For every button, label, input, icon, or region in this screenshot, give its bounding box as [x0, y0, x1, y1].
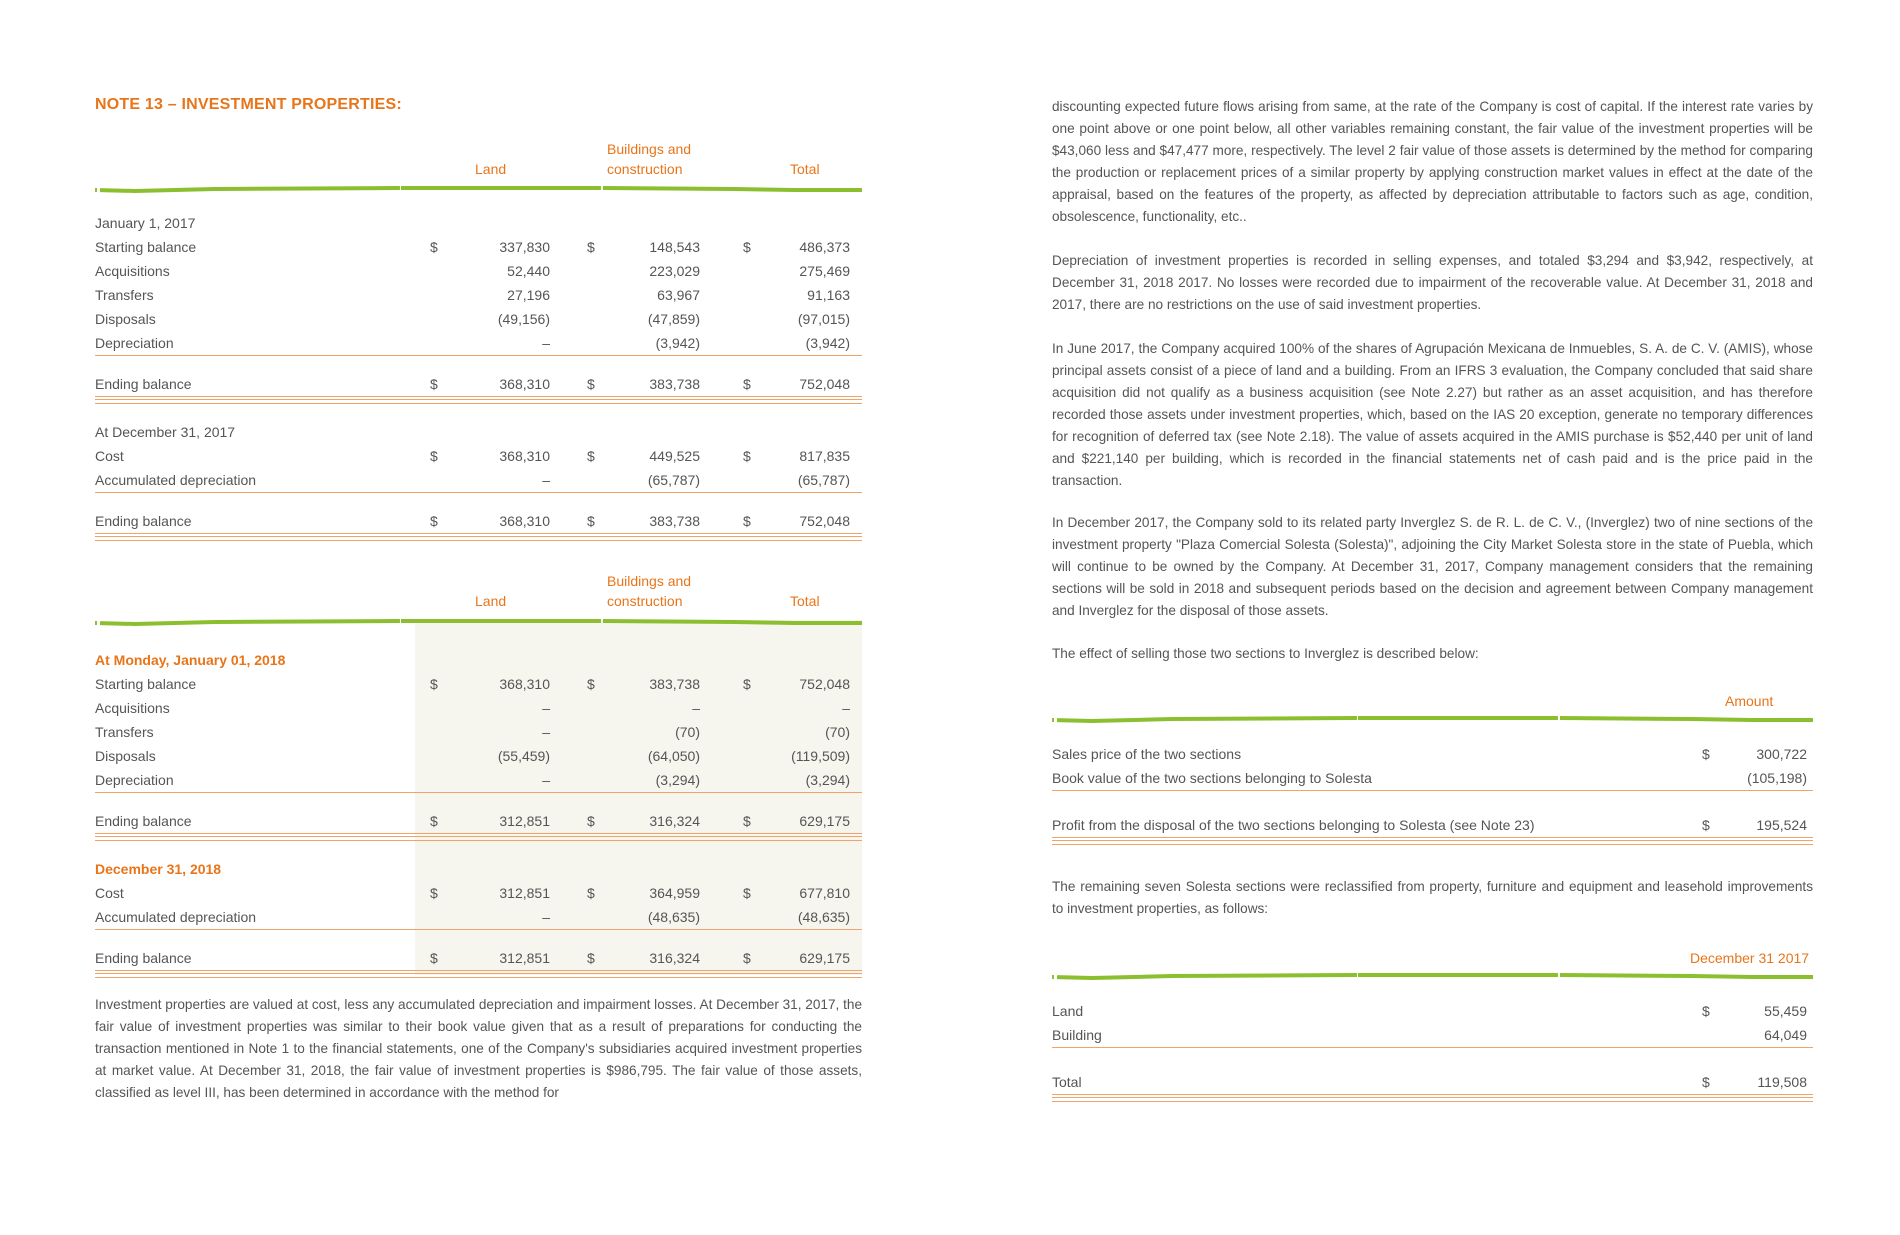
header-buildings-line1: Buildings and — [607, 141, 692, 157]
currency-symbol: $ — [743, 376, 751, 392]
header-land: Land — [475, 161, 507, 177]
paragraph-6: The remaining seven Solesta sections were reclassified from property, furniture and equipment and leasehold improvements to investment properties, as follows: — [1052, 879, 1813, 916]
amount-value: (105,198) — [1747, 770, 1807, 786]
brush-divider — [95, 619, 862, 627]
amount-value: 64,049 — [1764, 1027, 1807, 1043]
currency-symbol: $ — [430, 376, 438, 392]
brush-divider — [1052, 973, 1813, 981]
buildings-value: 316,324 — [649, 813, 700, 829]
row-label: Ending balance — [95, 376, 192, 392]
row-label: Starting balance — [95, 676, 197, 692]
double-underline — [95, 836, 862, 841]
currency-symbol: $ — [430, 676, 438, 692]
total-value: 486,373 — [799, 239, 850, 255]
row-label: Profit from the disposal of the two sections belonging to Solesta (see Note 23) — [1052, 817, 1535, 833]
double-underline — [95, 973, 862, 978]
table-row — [95, 723, 862, 741]
row-label: Land — [1052, 1003, 1084, 1019]
land-value: (55,459) — [497, 748, 550, 764]
land-value: 312,851 — [499, 813, 550, 829]
currency-symbol: $ — [743, 513, 751, 529]
row-label: Book value of the two sections belonging to Solesta — [1052, 770, 1372, 786]
currency-symbol: $ — [430, 885, 438, 901]
row-label: Transfers — [95, 287, 154, 303]
currency-symbol: $ — [1702, 1074, 1710, 1090]
table-row — [95, 375, 862, 393]
total-value: (119,509) — [791, 748, 850, 764]
amount-value: 195,524 — [1756, 817, 1807, 833]
land-value: 368,310 — [499, 376, 550, 392]
land-value: – — [542, 909, 550, 925]
land-value: (49,156) — [497, 311, 550, 327]
land-value: 337,830 — [499, 239, 550, 255]
buildings-value: – — [692, 700, 700, 716]
row-label: Accumulated depreciation — [95, 472, 257, 488]
header-buildings-line2: construction — [607, 593, 683, 609]
row-divider — [95, 970, 862, 971]
row-divider — [1052, 1094, 1813, 1095]
double-underline — [1052, 1097, 1813, 1102]
land-value: – — [542, 772, 550, 788]
land-value: – — [542, 724, 550, 740]
table-row — [95, 310, 862, 328]
row-divider — [1052, 1047, 1813, 1048]
total-value: (65,787) — [797, 472, 850, 488]
currency-symbol: $ — [430, 950, 438, 966]
double-underline — [95, 536, 862, 541]
row-label: Transfers — [95, 724, 154, 740]
total-value: – — [842, 700, 850, 716]
total-value: 275,469 — [799, 263, 850, 279]
land-value: – — [542, 700, 550, 716]
land-value: – — [542, 335, 550, 351]
currency-symbol: $ — [743, 448, 751, 464]
total-value: (70) — [825, 724, 850, 740]
december-header: December 31 2017 — [1690, 950, 1810, 966]
row-label: Ending balance — [95, 950, 192, 966]
row-divider — [95, 833, 862, 834]
table-row — [95, 447, 862, 465]
paragraph-2: Depreciation of investment properties is recorded in selling expenses, and totaled $3,294 and $3,942, respectively, at December 31, 2018 2017. No losses were recorded due to impairment of the recoverable value. At December 31, 2018 and 2017, there are no restrictions on the use of said investment properties. — [1052, 253, 1813, 312]
brush-divider — [1052, 716, 1813, 724]
total-value: (3,942) — [805, 335, 850, 351]
currency-symbol: $ — [743, 813, 751, 829]
brush-divider — [95, 186, 862, 194]
land-value: 368,310 — [499, 513, 550, 529]
buildings-value: 383,738 — [649, 513, 700, 529]
row-divider — [95, 355, 862, 356]
amount-value: 55,459 — [1764, 1003, 1807, 1019]
row-label: Starting balance — [95, 239, 197, 255]
land-value: 368,310 — [499, 676, 550, 692]
buildings-value: (3,294) — [655, 772, 700, 788]
row-divider — [1052, 837, 1813, 838]
total-value: 629,175 — [799, 950, 850, 966]
header-land: Land — [475, 593, 507, 609]
paragraph-3: In June 2017, the Company acquired 100% of the shares of Agrupación Mexicana de Inmuebles, S. A. de C. V. (AMIS), whose principal assets consist of a piece of land and a building. From an IFRS 3 evaluation, the Company concluded that said share acquisition did not qualify as a business acquisition (see Note 2.27) but rather as an asset acquisition, and has therefore recorded those assets under investment properties, which, based on the IAS 20 exception, generate no temporary differences for recognition of deferred tax (see Note 2.18). The value of assets acquired in the AMIS purchase is $52,440 per unit of land and $221,140 per building, which is recorded in the financial statements net of cash paid and is the price paid in the transaction. — [1052, 341, 1813, 488]
row-label: Depreciation — [95, 335, 174, 351]
row-divider — [95, 533, 862, 534]
total-value: 629,175 — [799, 813, 850, 829]
row-label: Total — [1052, 1074, 1082, 1090]
table-row — [1052, 1073, 1813, 1091]
paragraph-4: In December 2017, the Company sold to its related party Inverglez S. de R. L. de C. V., (Inverglez) two of nine sections of the investment property "Plaza Comercial Solesta (Solesta)", adjoining the City Market Solesta store in the state of Puebla, which will continue to be owned by the Company. At December 31, 2017, Company management considers that the remaining sections will be sold in 2018 and subsequent periods based on the decision and agreement between Company management and Inverglez for the disposal of those assets. — [1052, 515, 1813, 618]
buildings-value: 223,029 — [649, 263, 700, 279]
section-label: January 1, 2017 — [95, 215, 196, 231]
currency-symbol: $ — [430, 239, 438, 255]
note-title: NOTE 13 – INVESTMENT PROPERTIES: — [95, 96, 402, 113]
table-row — [1052, 745, 1813, 763]
table-row — [1052, 816, 1813, 834]
buildings-value: (48,635) — [647, 909, 700, 925]
row-divider — [95, 929, 862, 930]
buildings-value: 364,959 — [649, 885, 700, 901]
amount-value: 119,508 — [1757, 1074, 1807, 1090]
header-buildings-line1: Buildings and — [607, 573, 692, 589]
currency-symbol: $ — [743, 950, 751, 966]
row-label: Disposals — [95, 748, 156, 764]
buildings-value: 148,543 — [649, 239, 700, 255]
section-label: At December 31, 2017 — [95, 424, 236, 440]
buildings-value: (47,859) — [647, 311, 700, 327]
buildings-value: 449,525 — [649, 448, 700, 464]
table-row — [95, 812, 862, 830]
table-row — [95, 884, 862, 902]
currency-symbol: $ — [1702, 1003, 1710, 1019]
land-value: 312,851 — [499, 950, 550, 966]
land-value: 312,851 — [499, 885, 550, 901]
table-row — [95, 262, 862, 280]
land-value: 368,310 — [499, 448, 550, 464]
currency-symbol: $ — [430, 448, 438, 464]
land-value: – — [542, 472, 550, 488]
table-row — [95, 471, 862, 489]
currency-symbol: $ — [587, 676, 595, 692]
row-label: Sales price of the two sections — [1052, 746, 1242, 762]
table-row — [95, 747, 862, 765]
row-label: Building — [1052, 1027, 1102, 1043]
currency-symbol: $ — [587, 885, 595, 901]
table-row — [1052, 1026, 1813, 1044]
currency-symbol: $ — [587, 448, 595, 464]
table-row — [95, 949, 862, 967]
total-value: 91,163 — [807, 287, 850, 303]
table-row — [95, 908, 862, 926]
row-label: Ending balance — [95, 513, 192, 529]
row-divider — [95, 792, 862, 793]
table-row — [95, 238, 862, 256]
currency-symbol: $ — [743, 239, 751, 255]
table-row — [95, 334, 862, 352]
total-value: 752,048 — [799, 376, 850, 392]
table-row — [95, 675, 862, 693]
row-divider — [95, 396, 862, 397]
row-divider — [95, 492, 862, 493]
paragraph-1: discounting expected future flows arising from same, at the rate of the Company is cost of capital. If the interest rate varies by one point above or one point below, all other variables remaining constant, the fair value of the investment properties will be $43,060 less and $47,477 more, respectively. The level 2 fair value of those assets is determined by the method for comparing the production or replacement prices of a similar property by applying construction market values in effect at the date of the appraisal, based on the features of the property, as affected by depreciation attributable to factors such as age, condition, obsolescence, functionality, etc.. — [1052, 99, 1813, 224]
buildings-value: 383,738 — [649, 676, 700, 692]
land-value: 52,440 — [507, 263, 550, 279]
section-label: At Monday, January 01, 2018 — [95, 652, 286, 668]
buildings-value: 316,324 — [649, 950, 700, 966]
table-row — [95, 699, 862, 717]
currency-symbol: $ — [587, 376, 595, 392]
row-label: Cost — [95, 448, 124, 464]
currency-symbol: $ — [1702, 817, 1710, 833]
currency-symbol: $ — [587, 950, 595, 966]
row-label: Ending balance — [95, 813, 192, 829]
land-value: 27,196 — [507, 287, 550, 303]
total-value: (97,015) — [797, 311, 850, 327]
double-underline — [95, 399, 862, 404]
buildings-value: (64,050) — [647, 748, 700, 764]
header-total: Total — [790, 593, 820, 609]
total-value: (48,635) — [797, 909, 850, 925]
double-underline — [1052, 840, 1813, 845]
total-value: 677,810 — [799, 885, 850, 901]
table-row — [95, 512, 862, 530]
total-value: 817,835 — [799, 448, 850, 464]
currency-symbol: $ — [1702, 746, 1710, 762]
total-value: 752,048 — [799, 513, 850, 529]
row-label: Acquisitions — [95, 263, 170, 279]
table-row — [1052, 1002, 1813, 1020]
row-divider — [1052, 790, 1813, 791]
header-total: Total — [790, 161, 820, 177]
row-label: Cost — [95, 885, 124, 901]
row-label: Disposals — [95, 311, 156, 327]
buildings-value: 383,738 — [649, 376, 700, 392]
currency-symbol: $ — [587, 513, 595, 529]
currency-symbol: $ — [430, 513, 438, 529]
header-buildings-line2: construction — [607, 161, 683, 177]
buildings-value: (3,942) — [655, 335, 700, 351]
row-label: Depreciation — [95, 772, 174, 788]
row-label: Acquisitions — [95, 700, 170, 716]
table-row — [95, 286, 862, 304]
paragraph-5: The effect of selling those two sections to Inverglez is described below: — [1052, 646, 1479, 661]
section-label: December 31, 2018 — [95, 861, 222, 877]
row-label: Accumulated depreciation — [95, 909, 257, 925]
table-row — [1052, 769, 1813, 787]
table-row — [95, 771, 862, 789]
currency-symbol: $ — [587, 239, 595, 255]
currency-symbol: $ — [743, 676, 751, 692]
body-paragraph: Investment properties are valued at cost, less any accumulated depreciation and impairment losses. At December 31, 2017, the fair value of investment properties was similar to their book value given that as a result of preparations for conducting the transaction mentioned in Note 1 to the financial statements, one of the Company's subsidiaries acquired investment properties at market value. At December 31, 2018, the fair value of investment properties is $986,795. The fair value of those assets, classified as level III, has been determined in accordance with the method for — [95, 997, 862, 1100]
buildings-value: (65,787) — [647, 472, 700, 488]
currency-symbol: $ — [430, 813, 438, 829]
buildings-value: 63,967 — [657, 287, 700, 303]
total-value: 752,048 — [799, 676, 850, 692]
currency-symbol: $ — [587, 813, 595, 829]
amount-value: 300,722 — [1756, 746, 1807, 762]
amount-header: Amount — [1725, 693, 1774, 709]
currency-symbol: $ — [743, 885, 751, 901]
buildings-value: (70) — [675, 724, 700, 740]
total-value: (3,294) — [805, 772, 850, 788]
